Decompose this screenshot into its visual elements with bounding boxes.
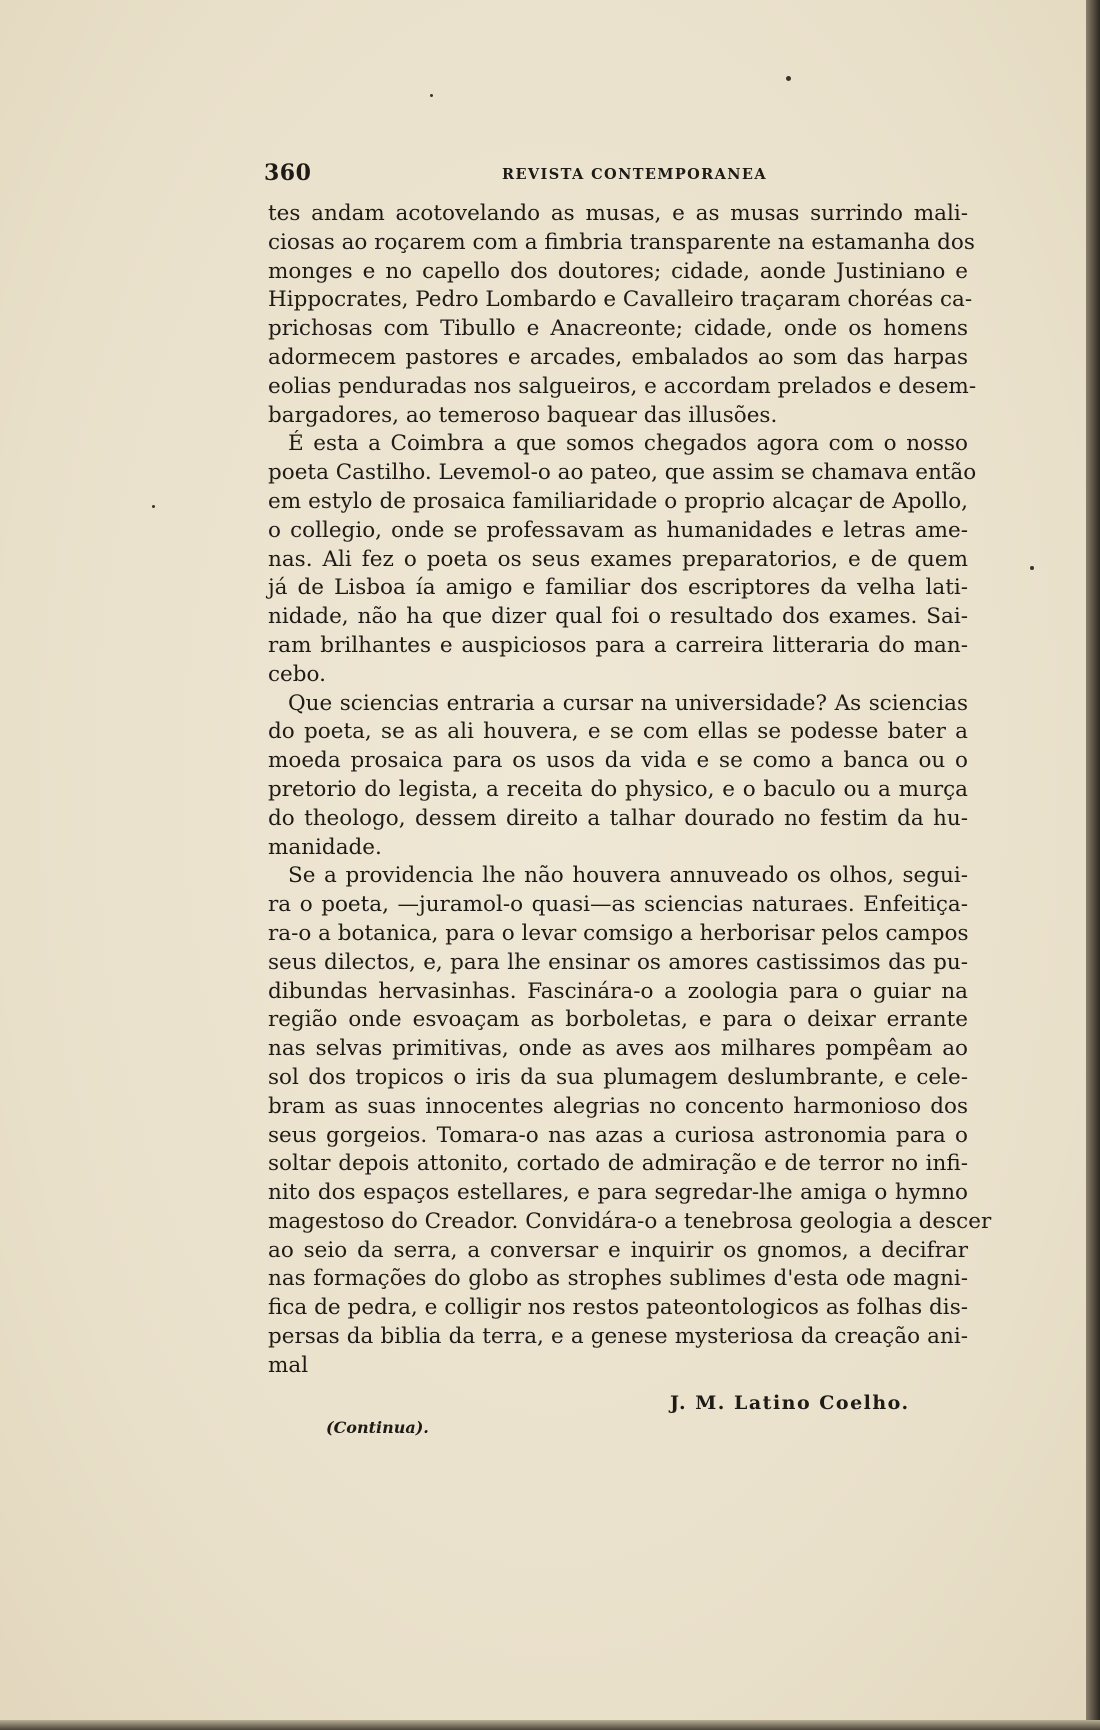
text-line: seus gorgeios. Tomara-o nas azas a curiosa astronomia para o [268, 1122, 968, 1148]
text-line: pretorio do legista, a receita do physico, e o baculo ou a murça [268, 776, 968, 802]
text-line: nas selvas primitivas, onde as aves aos milhares pompêam ao [268, 1036, 968, 1062]
text-line: nas formações do globo as strophes sublimes d'esta ode magni- [268, 1266, 968, 1292]
print-speck [430, 94, 433, 97]
text-line: dibundas hervasinhas. Fascinára-o a zoologia para o guiar na [268, 978, 968, 1004]
text-line: sol dos tropicos o iris da sua plumagem deslumbrante, e cele- [268, 1064, 968, 1090]
text-line: o collegio, onde se professavam as humanidades e letras ame- [268, 517, 968, 543]
page-header [264, 160, 970, 190]
text-line: adormecem pastores e arcades, embalados ao som das harpas [268, 344, 968, 370]
text-line: seus dilectos, e, para lhe ensinar os amores castissimos das pu- [268, 949, 968, 975]
text-line: ciosas ao roçarem com a fimbria transparente na estamanha dos [268, 229, 975, 255]
text-line: em estylo de prosaica familiaridade o proprio alcaçar de Apollo, [268, 488, 968, 514]
text-line: nito dos espaços estellares, e para segredar-lhe amiga o hymno [268, 1180, 968, 1206]
text-line: Que sciencias entraria a cursar na universidade? As sciencias [288, 690, 968, 716]
text-line: mal [268, 1352, 309, 1378]
text-line: bargadores, ao temeroso baquear das illusões. [268, 402, 778, 428]
text-line: prichosas com Tibullo e Anacreonte; cidade, onde os homens [268, 316, 968, 342]
continued-note: (Continua). [326, 1418, 429, 1437]
text-line: cebo. [268, 661, 326, 687]
text-line: ra-o a botanica, para o levar comsigo a herborisar pelos campos [268, 920, 969, 946]
page-number: 360 [264, 160, 312, 186]
text-line: do theologo, dessem direito a talhar dourado no festim da hu- [268, 805, 968, 831]
text-line: nas. Ali fez o poeta os seus exames preparatorios, e de quem [268, 546, 968, 572]
text-line: É esta a Coimbra a que somos chegados agora com o nosso [288, 431, 968, 457]
text-line: fica de pedra, e colligir nos restos pateontologicos as folhas dis- [268, 1295, 968, 1321]
page-edge-shadow [1086, 0, 1100, 1730]
text-line: tes andam acotovelando as musas, e as musas surrindo mali- [268, 201, 968, 226]
text-line: manidade. [268, 834, 382, 860]
text-line: Se a providencia lhe não houvera annuveado os olhos, segui- [288, 863, 968, 889]
running-head: REVISTA CONTEMPORANEA [502, 166, 768, 183]
print-speck [1030, 566, 1034, 570]
text-line: eolias penduradas nos salgueiros, e accordam prelados e desem- [268, 373, 977, 399]
text-line: ao seio da serra, a conversar e inquirir os gnomos, a decifrar [268, 1237, 968, 1263]
text-line: nidade, não ha que dizer qual foi o resultado dos exames. Sai- [268, 604, 968, 630]
text-line: poeta Castilho. Levemol-o ao pateo, que assim se chamava então [268, 460, 977, 486]
page-bottom-edge [0, 1720, 1100, 1730]
text-line: magestoso do Creador. Convidára-o a tenebrosa geologia a descer [268, 1208, 992, 1234]
text-line: ra o poeta, —juramol-o quasi—as sciencias naturaes. Enfeitiça- [268, 892, 968, 918]
text-line: moeda prosaica para os usos da vida e se como a banca ou o [268, 748, 968, 774]
print-speck [152, 505, 155, 508]
author-signature: J. M. Latino Coelho. [670, 1392, 910, 1414]
text-line: Hippocrates, Pedro Lombardo e Cavalleiro traçaram choréas ca- [268, 287, 973, 313]
text-line: do poeta, se as ali houvera, e se com ellas se podesse bater a [268, 719, 968, 745]
text-line: já de Lisboa ía amigo e familiar dos escriptores da velha lati- [268, 575, 968, 601]
text-line: monges e no capello dos doutores; cidade, aonde Justiniano e [268, 258, 968, 284]
text-line: soltar depois attonito, cortado de admiração e de terror no infi- [268, 1151, 968, 1177]
text-line: ram brilhantes e auspiciosos para a carreira litteraria do man- [268, 632, 968, 658]
text-line: bram as suas innocentes alegrias no concento harmonioso dos [268, 1093, 968, 1119]
text-line: persas da biblia da terra, e a genese mysteriosa da creação ani- [268, 1324, 968, 1350]
text-line: região onde esvoaçam as borboletas, e para o deixar errante [268, 1007, 968, 1033]
print-speck [786, 76, 791, 81]
article-body [268, 200, 992, 1381]
